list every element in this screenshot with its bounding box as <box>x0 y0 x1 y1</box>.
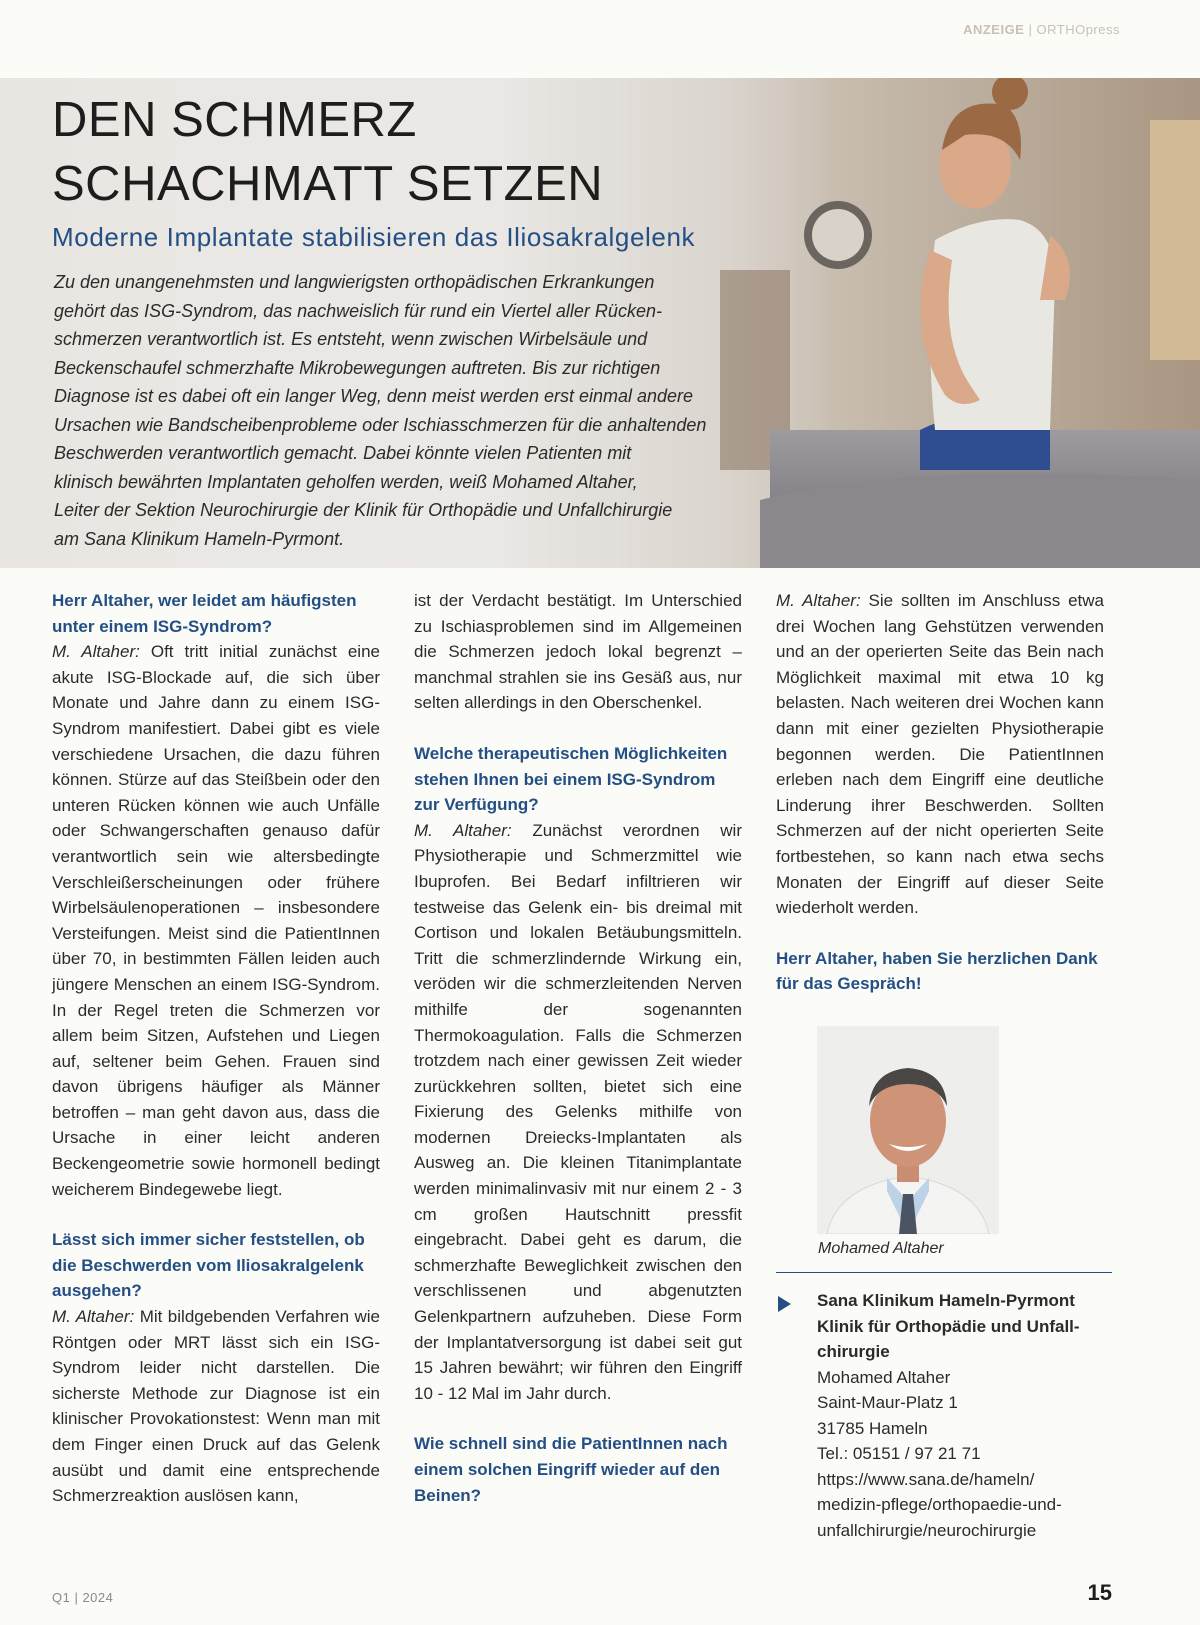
intro-line: Ursachen wie Bandscheibenprobleme oder Ischiasschmerzen für die anhaltenden <box>54 414 707 435</box>
header-separator: | <box>1028 22 1033 37</box>
triangle-arrow-icon <box>778 1296 791 1312</box>
clinic-name-line: Klinik für Orthopädie und Unfall- <box>817 1316 1080 1336</box>
speaker-label: M. Altaher: <box>52 642 140 662</box>
answer-text: Oft tritt initial zunächst eine akute ISG-Blockade auf, die sich über Monate und Jahre dann zu einem ISG-Syndrom manifestiert. Dabei gibt es viele verschiedene Ursachen, die dazu führen können. Stürze auf das Steißbein oder den unteren Rücken können wie auch Unfälle oder Schwangerschaften genauso dafür verantwortlich sein wie altersbedingte Verschleißerscheinungen oder frühere Wirbelsäulenoperationen – insbesondere Versteifungen. Meist sind die PatientInnen über 70, in bestimmten Fällen leiden auch jüngere Menschen an einem ISG-Syndrom. In der Regel treten die Schmerzen vor allem beim Sitzen, Aufstehen und Liegen auf, seltener beim Gehen. Frauen sind davon übrigens häufiger als Männer betroffen – man geht davon aus, dass die Ursache in einer leicht anderen Beckengeometrie sowie hormonell bedingt weicherem Bindegewebe liegt. <box>52 642 380 1199</box>
answer-text: Zunächst verordnen wir Physiotherapie und Schmerzmittel wie Ibuprofen. Bei Bedarf infiltrieren wir testweise das Gelenk ein- bis dreimal mit Cortison und lokalen Betäubungsmitteln. Tritt die schmerzlindernde Wirkung ein, veröden wir die schmerzleitenden Nerven mithilfe der sogenannten Thermokoagulation. Falls die Schmerzen trotzdem nach einer gewissen Zeit wieder zurückkehren sollten, bietet sich eine Fixierung des Gelenks mithilfe von modernen Dreiecks-Implantaten als Ausweg an. Die kleinen Titanimplantate werden minimalinvasiv mit nur einem 2 - 3 cm großen Hautschnitt pressfit eingebracht. Dabei geht es darum, die schmerzhafte Beweglichkeit zwischen den verschlissenen und abgenutzten Gelenkpartnern aufzuheben. Diese Form der Implantatversorgung ist dabei seit gut 15 Jahren bewährt; wir führen den Eingriff 10 - 12 Mal im Jahr durch. <box>414 820 742 1403</box>
title-line: SCHACHMATT SETZEN <box>52 157 604 211</box>
page-header <box>963 22 1120 37</box>
publication-name: ORTHOpress <box>1036 22 1120 37</box>
portrait-caption: Mohamed Altaher <box>818 1240 944 1257</box>
hero-photo-woman-back-pain <box>720 0 1200 568</box>
contact-city: 31785 Hameln <box>817 1418 928 1438</box>
article-column-1 <box>52 588 380 1534</box>
intro-line: Diagnose ist es dabei oft ein langer Weg, denn meist werden erst einmal andere <box>54 386 694 406</box>
clinic-name-line: chirurgie <box>817 1342 890 1361</box>
speaker-label: M. Altaher: <box>52 1307 135 1327</box>
contact-street: Saint-Maur-Platz 1 <box>817 1393 958 1412</box>
contact-url-line: medizin-pflege/orthopaedie-und- <box>817 1495 1062 1514</box>
intro-line: schmerzen verantwortlich ist. Es entsteht, wenn zwischen Wirbelsäule und <box>54 329 648 349</box>
contact-url-line: unfallchirurgie/neurochirurgie <box>817 1520 1037 1540</box>
interview-question: Herr Altaher, wer leidet am häufigsten unter einem ISG-Syndrom? <box>52 591 357 636</box>
article-title <box>52 88 603 216</box>
contact-block <box>817 1288 1117 1543</box>
interview-question: Wie schnell sind die PatientInnen nach einem solchen Eingriff wieder auf den Beinen? <box>414 1434 728 1505</box>
interview-answer <box>414 818 742 1407</box>
interview-answer-continued: ist der Verdacht bestätigt. Im Unterschied zu Ischiasproblemen sind im Allgemeinen die Schmerzen jedoch lokal begrenzt – manchmal strahlen sie ins Gesäß aus, nur selten allerdings in den Oberschenkel. <box>414 591 742 713</box>
clinic-name-line: Sana Klinikum Hameln-Pyrmont <box>817 1291 1075 1310</box>
intro-line: Beckenschaufel schmerzhafte Mikrobewegungen auftreten. Bis zur richtigen <box>54 357 661 378</box>
title-line: DEN SCHMERZ <box>52 93 417 147</box>
article-subtitle: Moderne Implantate stabilisieren das Iliosakralgelenk <box>52 222 696 252</box>
page-number: 15 <box>1087 1580 1112 1605</box>
intro-line: klinisch bewährten Implantaten geholfen werden, weiß Mohamed Altaher, <box>54 471 638 492</box>
answer-text: Sie sollten im Anschluss etwa drei Wochen lang Gehstützen verwenden und an der operierten Seite das Bein nach Möglichkeit maximal mit etwa 10 kg belasten. Nach weiteren drei Wochen kann dann mit einer gezielten Physiotherapie begonnen werden. Die PatientInnen erleben nach dem Eingriff eine deutliche Linderung ihrer Beschwerden. Sollten Schmerzen auf der nicht operierten Seite fortbestehen, so kann nach etwa sechs Monaten der Eingriff auf dieser Seite wiederholt werden. <box>776 591 1104 918</box>
intro-line: am Sana Klinikum Hameln-Pyrmont. <box>54 528 345 549</box>
interview-answer <box>776 588 1104 921</box>
interview-answer <box>52 639 380 1202</box>
intro-line: gehört das ISG-Syndrom, das nachweislich für rund ein Viertel aller Rücken- <box>54 300 662 321</box>
intro-line: Beschwerden verantwortlich gemacht. Dabei könnte vielen Patienten mit <box>54 443 632 463</box>
speaker-label: M. Altaher: <box>414 820 512 840</box>
contact-person: Mohamed Altaher <box>817 1367 951 1387</box>
interview-question: Lässt sich immer sicher feststellen, ob die Beschwerden vom Iliosakralgelenk ausgehen? <box>52 1230 365 1301</box>
answer-text: Mit bildgebenden Verfahren wie Röntgen oder MRT lässt sich ein ISG-Syndrom leider nicht darstellen. Die sicherste Methode zur Diagnose ist ein klinischer Provokationstest: Wenn man mit dem Finger einen Druck auf das Gelenk ausübt und damit eine entsprechende Schmerzreaktion auslösen kann, <box>52 1307 380 1506</box>
closing-remark: Herr Altaher, haben Sie herzlichen Dank für das Gespräch! <box>776 948 1098 994</box>
intro-line: Leiter der Sektion Neurochirurgie der Klinik für Orthopädie und Unfallchirurgie <box>54 500 673 520</box>
intro-line: Zu den unangenehmsten und langwierigsten orthopädischen Erkrankungen <box>54 272 655 292</box>
contact-url-line: https://www.sana.de/hameln/ <box>817 1469 1035 1489</box>
ad-label: ANZEIGE <box>963 22 1025 37</box>
interview-question: Welche therapeutischen Möglichkeiten stehen Ihnen bei einem ISG-Syndrom zur Verfügung? <box>414 743 728 815</box>
article-column-2 <box>414 588 742 1508</box>
contact-divider <box>776 1272 1112 1273</box>
issue-label: Q1 | 2024 <box>52 1590 114 1605</box>
portrait-photo <box>817 1026 999 1234</box>
contact-phone: Tel.: 05151 / 97 21 71 <box>817 1444 981 1463</box>
article-column-3 <box>776 588 1104 997</box>
top-margin <box>0 0 1200 78</box>
interview-answer <box>52 1304 380 1509</box>
speaker-label: M. Altaher: <box>776 591 861 610</box>
intro-paragraph <box>54 268 754 553</box>
